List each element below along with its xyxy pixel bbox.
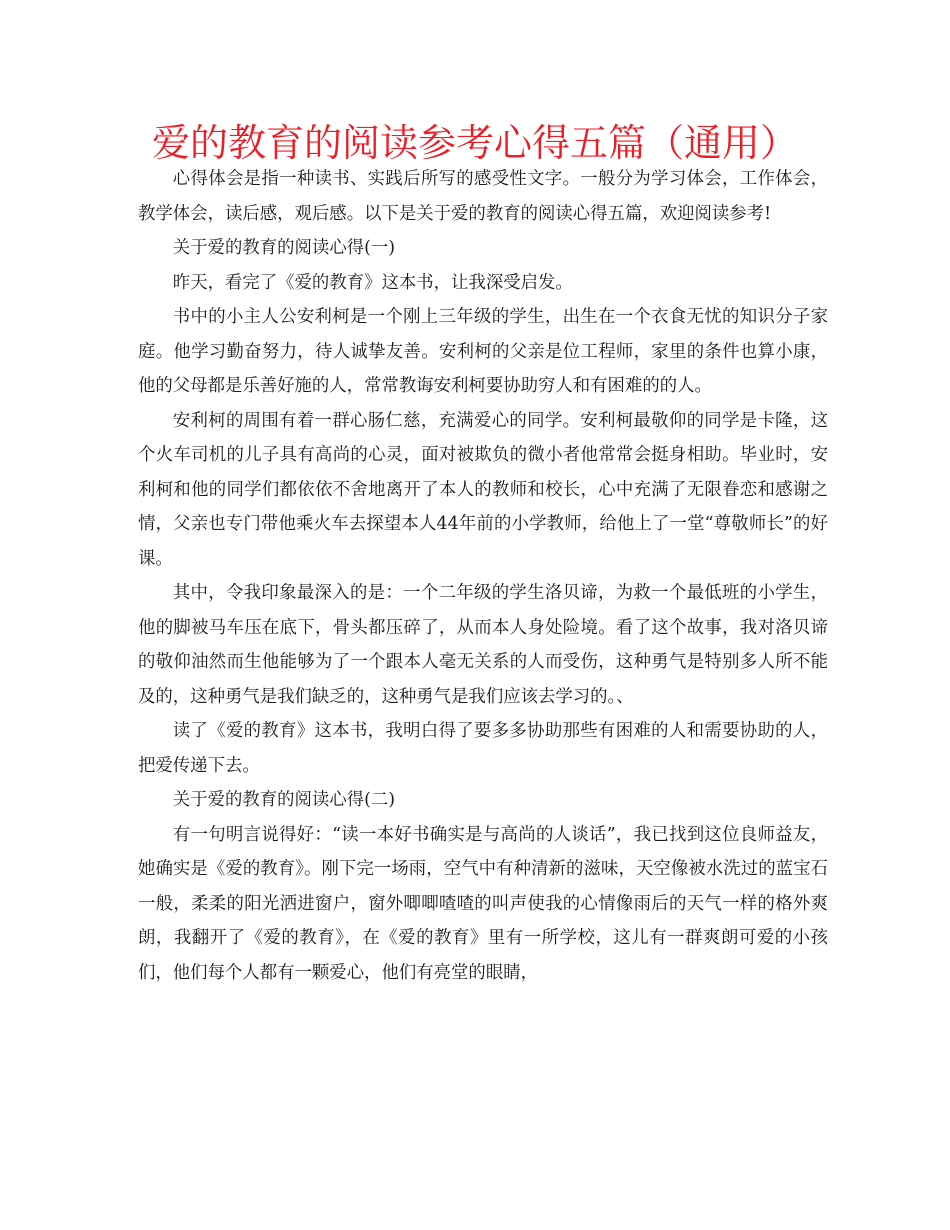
section-heading-2: 关于爱的教育的阅读心得(二) <box>172 790 396 810</box>
section-heading-1: 关于爱的教育的阅读心得(一) <box>172 238 396 258</box>
paragraph: 安利柯的周围有着一群心肠仁慈，充满爱心的同学。安利柯最敬仰的同学是卡隆，这个火车司机的儿子具有高尚的心灵，面对被欺负的微小者他常常会挺身相助。毕业时，安利柯和他的同学们都依依不舍地离开了本人的教师和校长，心中充满了无限眷恋和感谢之情，父亲也专门带他乘火车去探望本人44年前的小学教师，给他上了一堂“尊敬师长”的好课。 <box>138 410 828 569</box>
paragraph: 读了《爱的教育》这本书，我明白得了要多多协助那些有困难的人和需要协助的人，把爱传递下去。 <box>138 721 828 776</box>
paragraph: 昨天，看完了《爱的教育》这本书，让我深受启发。 <box>172 272 573 293</box>
paragraph: 有一句明言说得好：“读一本好书确实是与高尚的人谈话”，我已找到这位良师益友，她确实是《爱的教育》。刚下完一场雨，空气中有种清新的滋味，天空像被水洗过的蓝宝石一般，柔柔的阳光洒进窗户，窗外唧唧喳喳的叫声使我的心情像雨后的天气一样的格外爽朗，我翻开了《爱的教育》，在《爱的教育》里有一所学校，这儿有一群爽朗可爱的小孩们，他们每个人都有一颗爱心，他们有亮堂的眼睛， <box>138 824 828 983</box>
document-body <box>138 162 828 990</box>
paragraph: 其中，令我印象最深入的是：一个二年级的学生洛贝谛，为救一个最低班的小学生，他的脚被马车压在底下，骨头都压碎了，从而本人身处险境。看了这个故事，我对洛贝谛的敬仰油然而生他能够为了一个跟本人毫无关系的人而受伤，这种勇气是特别多人所不能及的，这种勇气是我们缺乏的，这种勇气是我们应该去学习的。、 <box>138 583 828 707</box>
document-title: 爱的教育的阅读参考心得五篇（通用） <box>151 121 798 165</box>
paragraph: 书中的小主人公安利柯是一个刚上三年级的学生，出生在一个衣食无忧的知识分子家庭。他学习勤奋努力，待人诚挚友善。安利柯的父亲是位工程师，家里的条件也算小康，他的父母都是乐善好施的人，常常教诲安利柯要协助穷人和有困难的的人。 <box>138 307 828 396</box>
paragraph-intro: 心得体会是指一种读书、实践后所写的感受性文字。一般分为学习体会，工作体会，教学体会，读后感，观后感。以下是关于爱的教育的阅读心得五篇，欢迎阅读参考! <box>138 169 828 224</box>
